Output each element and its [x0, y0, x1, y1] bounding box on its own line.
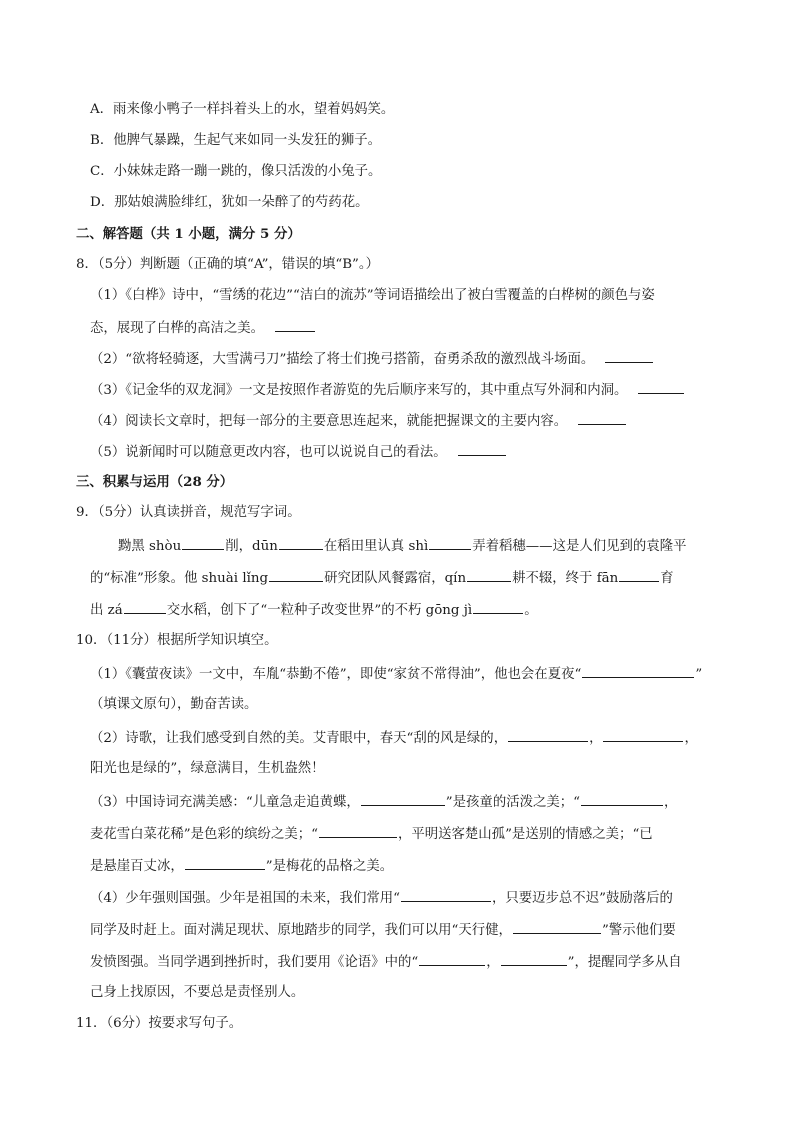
answer-blank[interactable]: [605, 349, 653, 363]
q8-item-1-cont: 态，展现了白桦的高洁之美。: [90, 318, 316, 338]
q10-p4-cont-1: 同学及时赶上。面对满足现状、原地踏步的同学，我们可以用“天行健， ”警示他们要: [90, 920, 676, 940]
question-stem: 10．（11分）根据所学知识填空。: [76, 633, 278, 648]
answer-blank[interactable]: [361, 792, 445, 806]
answer-blank[interactable]: [182, 536, 224, 550]
answer-blank[interactable]: [582, 664, 694, 678]
q8-item-5: （5）说新闻时可以随意更改内容，也可以说说自己的看法。: [90, 442, 507, 462]
q8-item-3: （3）《记金华的双龙洞》一文是按照作者游览的先后顺序来写的，其中重点写外洞和内洞。: [90, 380, 685, 400]
question-stem: 8．（5分）判断题（正确的填“A”，错误的填“B”。）: [76, 257, 379, 272]
answer-blank[interactable]: [508, 728, 588, 742]
q8-item-4: （4）阅读长文章时，把每一部分的主要意思连起来，就能把握课文的主要内容。: [90, 411, 627, 431]
q10-p2-cont: 阳光也是绿的”，绿意满目，生机盎然！: [90, 761, 325, 776]
option-a: A．雨来像小鸭子一样抖着头上的水，望着妈妈笑。: [90, 102, 395, 117]
q8-item-2: （2）“欲将轻骑逐，大雪满弓刀”描绘了将士们挽弓搭箭，奋勇杀敌的激烈战斗场面。: [90, 349, 654, 369]
answer-blank[interactable]: [275, 318, 315, 332]
option-d: D．那姑娘满脸绯红，犹如一朵醉了的芍药花。: [90, 195, 369, 210]
q10-p2: （2）诗歌，让我们感受到自然的美。艾青眼中，春天“刮的风是绿的， ， ，: [90, 728, 698, 748]
q10-p3-cont-2: 是悬崖百丈冰， ”是梅花的品格之美。: [90, 856, 393, 876]
answer-blank[interactable]: [581, 792, 663, 806]
q10-p4-cont-2: 发愤图强。当同学遇到挫折时，我们要用《论语》中的“ ， ”，提醒同学多从自: [90, 952, 682, 972]
q10-p4: （4）少年强则国强。少年是祖国的未来，我们常用“ ，只要迈步总不迟”鼓励落后的: [90, 888, 673, 908]
answer-blank[interactable]: [401, 888, 491, 902]
q9-line-1: 黝黑 shòu 削，dūn 在稻田里认真 shì 弄着稻穗——这是人们见到的袁隆平: [118, 536, 686, 556]
answer-blank[interactable]: [603, 728, 683, 742]
q10-p3: （3）中国诗词充满美感：“儿童急走追黄蝶， ”是孩童的活泼之美；“ ，: [90, 792, 677, 812]
answer-blank[interactable]: [501, 952, 567, 966]
answer-blank[interactable]: [473, 600, 523, 614]
answer-blank[interactable]: [578, 411, 626, 425]
answer-blank[interactable]: [419, 952, 485, 966]
answer-blank[interactable]: [467, 568, 511, 582]
q8-item-1: （1）《白桦》诗中，“雪绣的花边”“洁白的流苏”等词语描绘出了被白雪覆盖的白桦树的颜色与姿: [90, 288, 655, 303]
option-b: B．他脾气暴躁，生起气来如同一头发狂的狮子。: [90, 133, 382, 148]
q10-p1-cont: （填课文原句），勤奋苦读。: [90, 697, 258, 712]
question-stem: 11．（6分）按要求写句子。: [76, 1016, 243, 1031]
option-c: C．小妹妹走路一蹦一跳的，像只活泼的小兔子。: [90, 164, 382, 179]
q10-p1: （1）《囊萤夜读》一文中，车胤“恭勤不倦”，即使“家贫不常得油”，他也会在夏夜“ ”: [90, 664, 702, 684]
question-stem: 9．（5分）认真读拼音，规范写字词。: [76, 505, 301, 520]
answer-blank[interactable]: [269, 568, 323, 582]
answer-blank[interactable]: [319, 824, 397, 838]
answer-blank[interactable]: [429, 536, 471, 550]
section-heading: 三、积累与运用（28 分）: [76, 474, 234, 490]
answer-blank[interactable]: [458, 442, 506, 456]
q9-line-3: 出 zá 交水稻，创下了“一粒种子改变世界”的不朽 gōng jì 。: [90, 600, 538, 620]
answer-blank[interactable]: [638, 380, 684, 394]
answer-blank[interactable]: [185, 856, 265, 870]
answer-blank[interactable]: [124, 600, 166, 614]
q9-line-2: 的“标准”形象。他 shuài lǐng 研究团队风餐露宿，qín 耕不辍，终于 fān 育: [90, 568, 674, 588]
answer-blank[interactable]: [619, 568, 659, 582]
q10-p3-cont-1: 麦花雪白菜花稀”是色彩的缤纷之美；“ ，平明送客楚山孤”是送别的情感之美；“已: [90, 824, 653, 844]
answer-blank[interactable]: [279, 536, 323, 550]
section-heading: 二、解答题（共 1 小题，满分 5 分）: [76, 226, 301, 242]
q10-p4-cont-3: 己身上找原因，不要总是责怪别人。: [90, 985, 305, 1000]
answer-blank[interactable]: [513, 920, 601, 934]
